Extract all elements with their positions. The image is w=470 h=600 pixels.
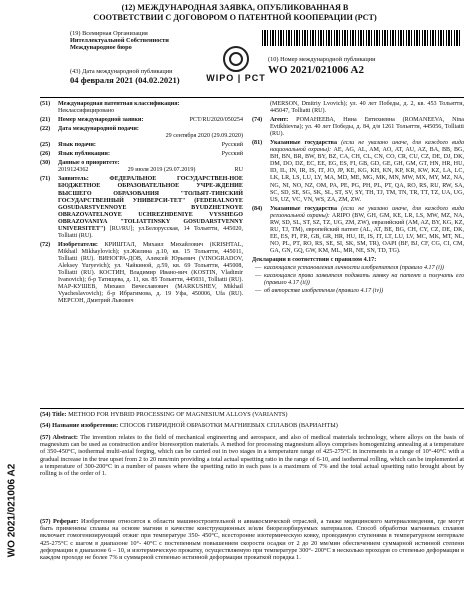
vertical-publication-number: WO 2021/021006 A2 <box>6 463 18 557</box>
header-divider <box>40 97 464 98</box>
office-block: (19) Всемирная Организация Интеллектуальной Собственности Международное бюро <box>70 30 169 52</box>
field-81: (81) Указанные государства (если не указано иначе, для каждого вида национальной охраны): AE, AG, AL, AM, AO, AT, AU, AZ, BA, BB, BG, BH, BN, BR, BW, BY, BZ, CA, CH, CL, CN, CO, CR, CU, CZ, DE, DJ, DK, DM, DO, DZ, EC, EE, EG, ES, FI, GB, GD, GE, GH, GM, GT, HN, HR, HU, ID, IL, IN, IR, IS, IT, JO, JP, KE, KG, KH, KN, KP, KR, KW, KZ, LA, LC, LK, LR, LS, LU, LY, MA, MD, ME, MG, MK, MN, MW, MX, MY, MZ, NA, NG, NI, NO, NZ, OM, PA, PE, PG, PH, PL, PT, QA, RO, RS, RU, RW, SA, SC, SD, SE, SG, SK, SL, ST, SV, SY, TH, TJ, TM, TN, TR, TT, TZ, UA, UG, US, UZ, VC, VN, WS, ZA, ZM, ZW. <box>252 140 464 203</box>
body-divider <box>40 408 464 409</box>
field-25: (25) Язык подачи: Русский <box>40 142 243 149</box>
field-71: (71) Заявитель: ФЕДЕРАЛЬНОЕ ГОСУДАРСТВЕН-НОЕ БЮДЖЕТНОЕ ОБРАЗОВАТЕЛЬНОЕ УЧРЕ-ЖДЕНИЕ ВЫСШЕГО ОБРАЗОВАНИЯ "ТОЛЬЯТ-ТИНСКИЙ ГОСУДАРСТВЕННЫЙ УНИВЕРСИ-ТЕТ" (FEDERALNOYE GOSUDARSTVENNOYE BYUDZHETNOYE OBRAZOVATELNOYE UCHREZHDENIYE VYSSHEGO OBRAZOVANIYA "TOLIATTINSKY GOSUDARSTVENNY UNIVERSITET") [RU/RU]; ул.Белорусская, 14 Тольятти, 445020, Tolliatti (RU). <box>40 176 243 239</box>
title-en: (54) Title: METHOD FOR HYBRID PROCESSING OF MAGNESIUM ALLOYS (VARIANTS) <box>40 411 288 418</box>
left-column <box>40 101 243 307</box>
field-22: (22) Дата международной подачи: 29 сентября 2020 (29.09.2020) <box>40 126 243 140</box>
field-26: (26) Язык публикации: Русский <box>40 151 243 158</box>
barcode-icon <box>262 30 462 46</box>
abstract-ru: (57) Реферат: Изобретение относится к области машиностроительной и авиакосмической отраслей, а также медицинского материаловедения, где могут быть применены сплавы на основе магния в качестве конструкционных и/или биорезорбируемых материалов. Способ обработки магниевых сплавов включает гомогенизирующий отжиг при температуре 350- 450°С, всесторонне изотермическую ковку, проводимую ступенями в температурном интервале 425-275°С с шагом в диапазоне 10°- 40°С с постепенным повышением скорости осадки от 2 до 20 мм/мин обеспечением суммарной истинной степени деформации в диапазоне 6 – 10, и изотермическую прокатку, осуществляемую при температуре 300°- 200°С в несколько проходов со степенью деформации в каждом проходе не более 7% и суммарной степенью истинной деформации прокаткой порядка 1. <box>40 518 464 562</box>
publication-number: (10) Номер международной публикации WO 2021/021006 A2 <box>268 56 376 76</box>
field-51: (51) Международная патентная классификация: Неклассифицировано <box>40 101 180 115</box>
right-column <box>252 101 464 297</box>
field-72: (72) Изобретатели: КРИШТАЛ, Михаил Михайлович (KRISHTAL, Mikhail Mikhaylovich); ул.Жилина д.10, кв. 15 Тольятти, 445011, Tolliatti (RU). ВИНОГРА-ДОВ, Алексей Юрьевич (VINOGRADOV, Aleksey Yuryevich); ул. Чайкиной, д.59, кв. 69 Тольятти, 445008, Tolliatti (RU). КОСТИН, Владимир Ивано-вич (KOSTIN, Vladimir Ivanovich); б-р Татищева, д. 11, кв. 85 Тольятти, 445031, Tolliatti (RU). МАР-КУШЕВ, Михаил Вячеславович (MARKUSHEV, Mikhail Vyacheslavovich); б-р Ибрагимова, д. 19 Уфа, 450006, Ufa (RU). МЕРСОН, Дмитрий Львович <box>40 241 243 305</box>
declaration-item: — касающаяся установления личности изобретателя (правило 4.17 (i)) <box>254 265 444 272</box>
field-84: (84) Указанные государства (если не указано иначе, для каждого вида региональной охраны): ARIPO (BW, GH, GM, KE, LR, LS, MW, MZ, NA, RW, SD, SL, ST, SZ, TZ, UG, ZM, ZW), евразийский (AM, AZ, BY, KG, KZ, RU, TJ, TM), европейский патент (AL, AT, BE, BG, CH, CY, CZ, DE, DK, EE, ES, FI, FR, GB, GR, HR, HU, IE, IS, IT, LT, LU, LV, MC, MK, MT, NL, NO, PL, PT, RO, RS, SE, SI, SK, SM, TR), OAPI (BF, BJ, CF, CG, CI, CM, GA, GN, GQ, GW, KM, ML, MR, NE, SN, TD, TG). <box>252 205 465 254</box>
declaration-item: — касающаяся права заявителя подавать заявку на патент и получать его (правило 4.17 (ii)) <box>254 273 464 287</box>
wipo-logo: WIPO | PCT <box>206 46 266 90</box>
field-21: (21) Номер международной заявки: PCT/RU2020/050254 <box>40 117 243 124</box>
wipo-emblem-icon <box>223 46 249 72</box>
field-74: (74) Агент: РОМАНЕЕВА, Нина Евтихиевна (ROMANEEVA, Nina Evtikhievna); ул. 40 лет Победы, д. 84, д/в 1261 Тольятти, 445056, Tolliatti (RU). <box>252 117 464 138</box>
declaration-item: — об авторстве изобретения (правило 4.17 (iv)) <box>254 288 384 295</box>
abstract-en: (57) Abstract: The invention relates to the field of mechanical engineering and aerospace, and also of medical materials technology, where alloys on the basis of magnesium can be used as construction and/or bioresorption materials. A method for processing magnesium alloys comprises homogenizing annealing at a temperature of 350-450°C, isothermal multi-axial forging, which can be carried out in two stages in a temperature range of 425-275°C in increments in a range of 10°-40°C with a gradual increase in the true upset from 2 to 20 mm/min providing a total actual upsetting ratio in the range of 6-10, and isothermal rolling, which can be implemented at a temperature of 300-200°C in a number of passes where the upsetting ratio in each pass is a maximum of 7% and the total actual upsetting ratio brought about by rolling is of the order of 1. <box>40 434 464 478</box>
document-title: (12) МЕЖДУНАРОДНАЯ ЗАЯВКА, ОПУБЛИКОВАННАЯ В СООТВЕТСТВИИ С ДОГОВОРОМ О ПАТЕНТНОЙ КООПЕРАЦИИ (PCT) <box>93 3 377 22</box>
publication-date: (43) Дата международной публикации 04 февраля 2021 (04.02.2021) <box>70 68 180 85</box>
rule-4-17-declarations: Декларации в соответствии с правилом 4.17: — касающаяся установления личности изобретателя (правило 4.17 (i)) — касающаяся права заявителя подавать заявку на патент и получать его (правило 4.17 (ii)) — об авторстве изобретения (правило 4.17 (iv)) <box>252 256 464 295</box>
field-72-continued: (MERSON, Dmitriy Lvovich); ул. 40 лет Победы, д. 2, кв. 453 Тольятти, 445047, Tolliatti (RU). <box>270 101 464 115</box>
title-ru: (54) Название изобретения: СПОСОБ ГИБРИДНОЙ ОБРАБОТКИ МАГНИЕВЫХ СПЛАВОВ (ВАРИАНТЫ) <box>40 422 338 429</box>
field-30: (30) Данные о приоритете: 2019124362 29 июля 2019 (29.07.2019) RU <box>40 160 243 174</box>
